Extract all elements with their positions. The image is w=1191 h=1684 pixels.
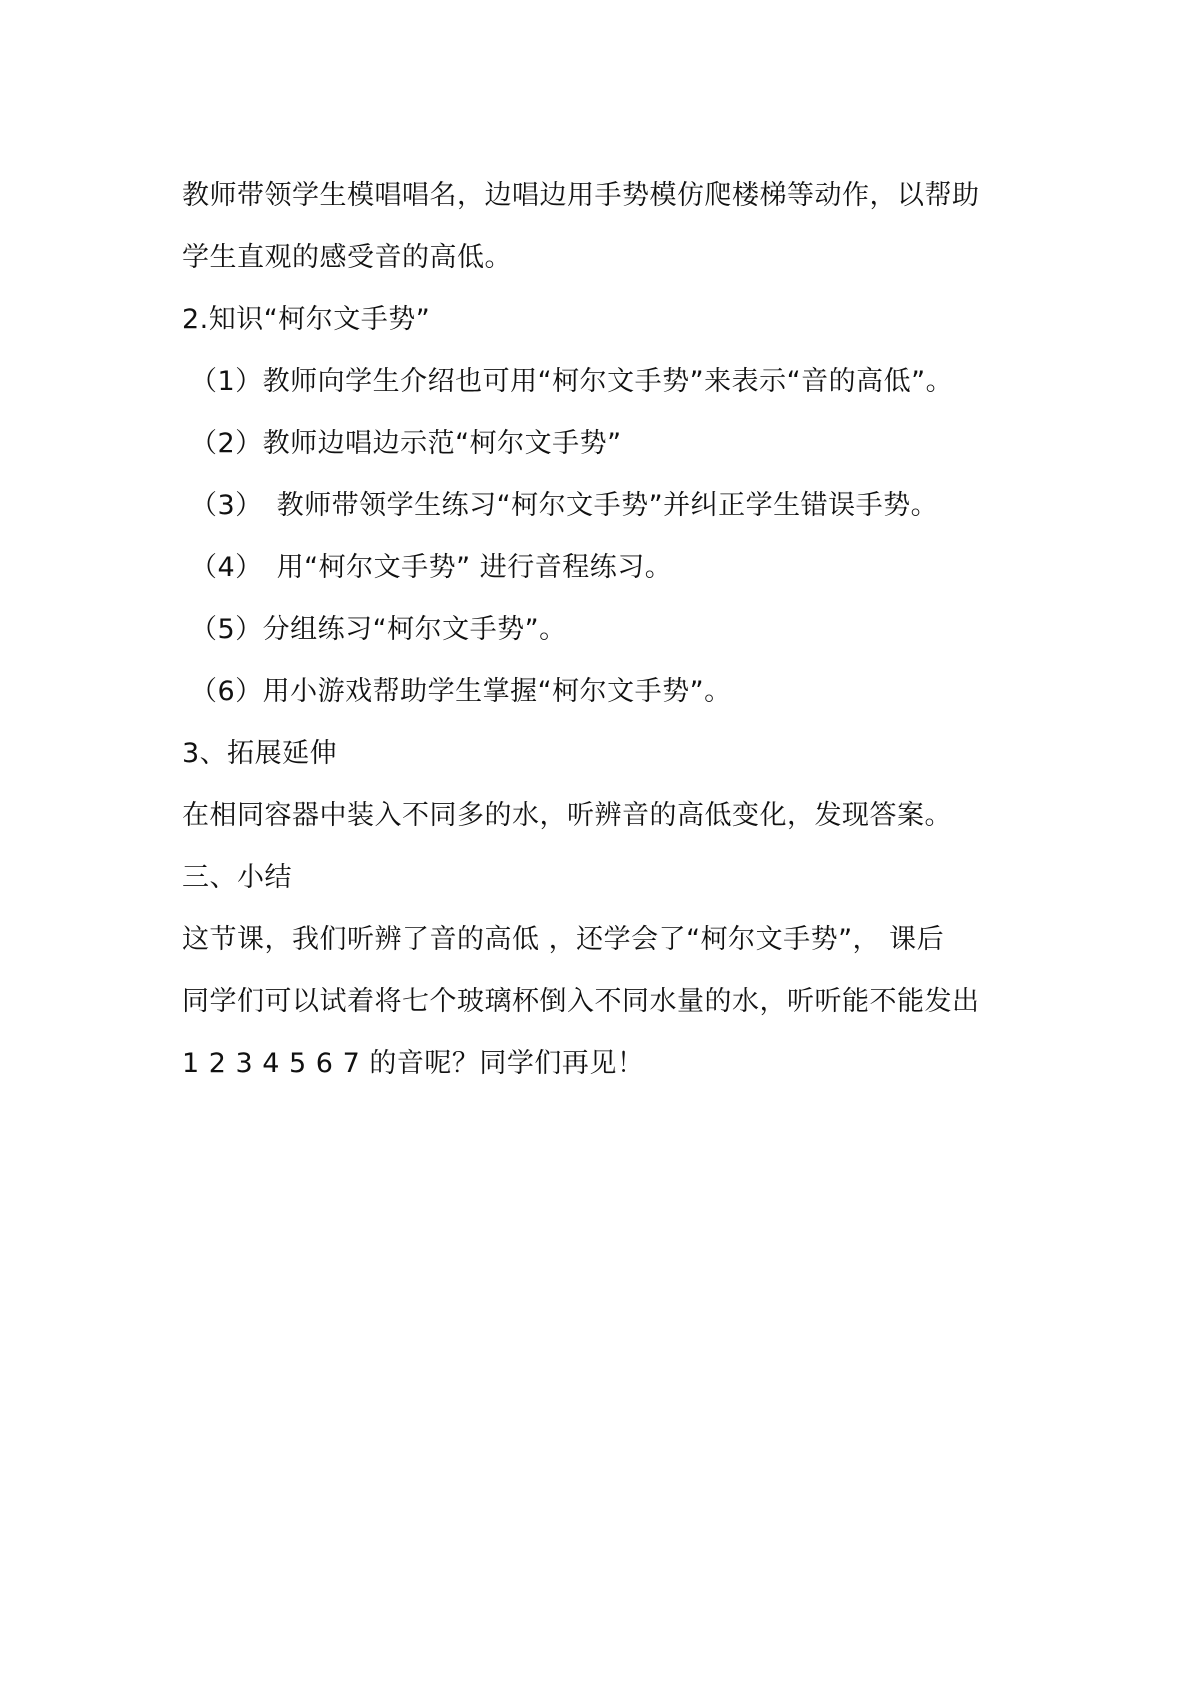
list-item-6: （6）用小游戏帮助学生掌握“柯尔文手势”。 xyxy=(190,676,732,707)
summary-line-3: 1 2 3 4 5 6 7 的音呢？同学们再见！ xyxy=(182,1048,645,1079)
list-item-5: （5）分组练习“柯尔文手势”。 xyxy=(190,614,567,645)
paragraph-line-1: 教师带领学生模唱唱名，边唱边用手势模仿爬楼梯等动作，以帮助 xyxy=(182,180,980,211)
paragraph-line-2: 学生直观的感受音的高低。 xyxy=(182,242,512,273)
section-heading-summary: 三、小结 xyxy=(182,862,292,893)
list-item-3: （3） 教师带领学生练习“柯尔文手势”并纠正学生错误手势。 xyxy=(190,490,939,521)
list-item-2: （2）教师边唱边示范“柯尔文手势” xyxy=(190,428,622,459)
paragraph-extension: 在相同容器中装入不同多的水，听辨音的高低变化，发现答案。 xyxy=(182,800,952,831)
list-item-1: （1）教师向学生介绍也可用“柯尔文手势”来表示“音的高低”。 xyxy=(190,366,954,397)
summary-line-1: 这节课，我们听辨了音的高低 ，还学会了“柯尔文手势”， 课后 xyxy=(182,924,945,955)
list-item-4: （4） 用“柯尔文手势” 进行音程练习。 xyxy=(190,552,673,583)
section-heading-knowledge: 2.知识“柯尔文手势” xyxy=(182,304,431,335)
summary-line-2: 同学们可以试着将七个玻璃杯倒入不同水量的水，听听能不能发出 xyxy=(182,986,980,1017)
document-body xyxy=(182,165,1022,1095)
section-heading-extension: 3、拓展延伸 xyxy=(182,738,338,769)
